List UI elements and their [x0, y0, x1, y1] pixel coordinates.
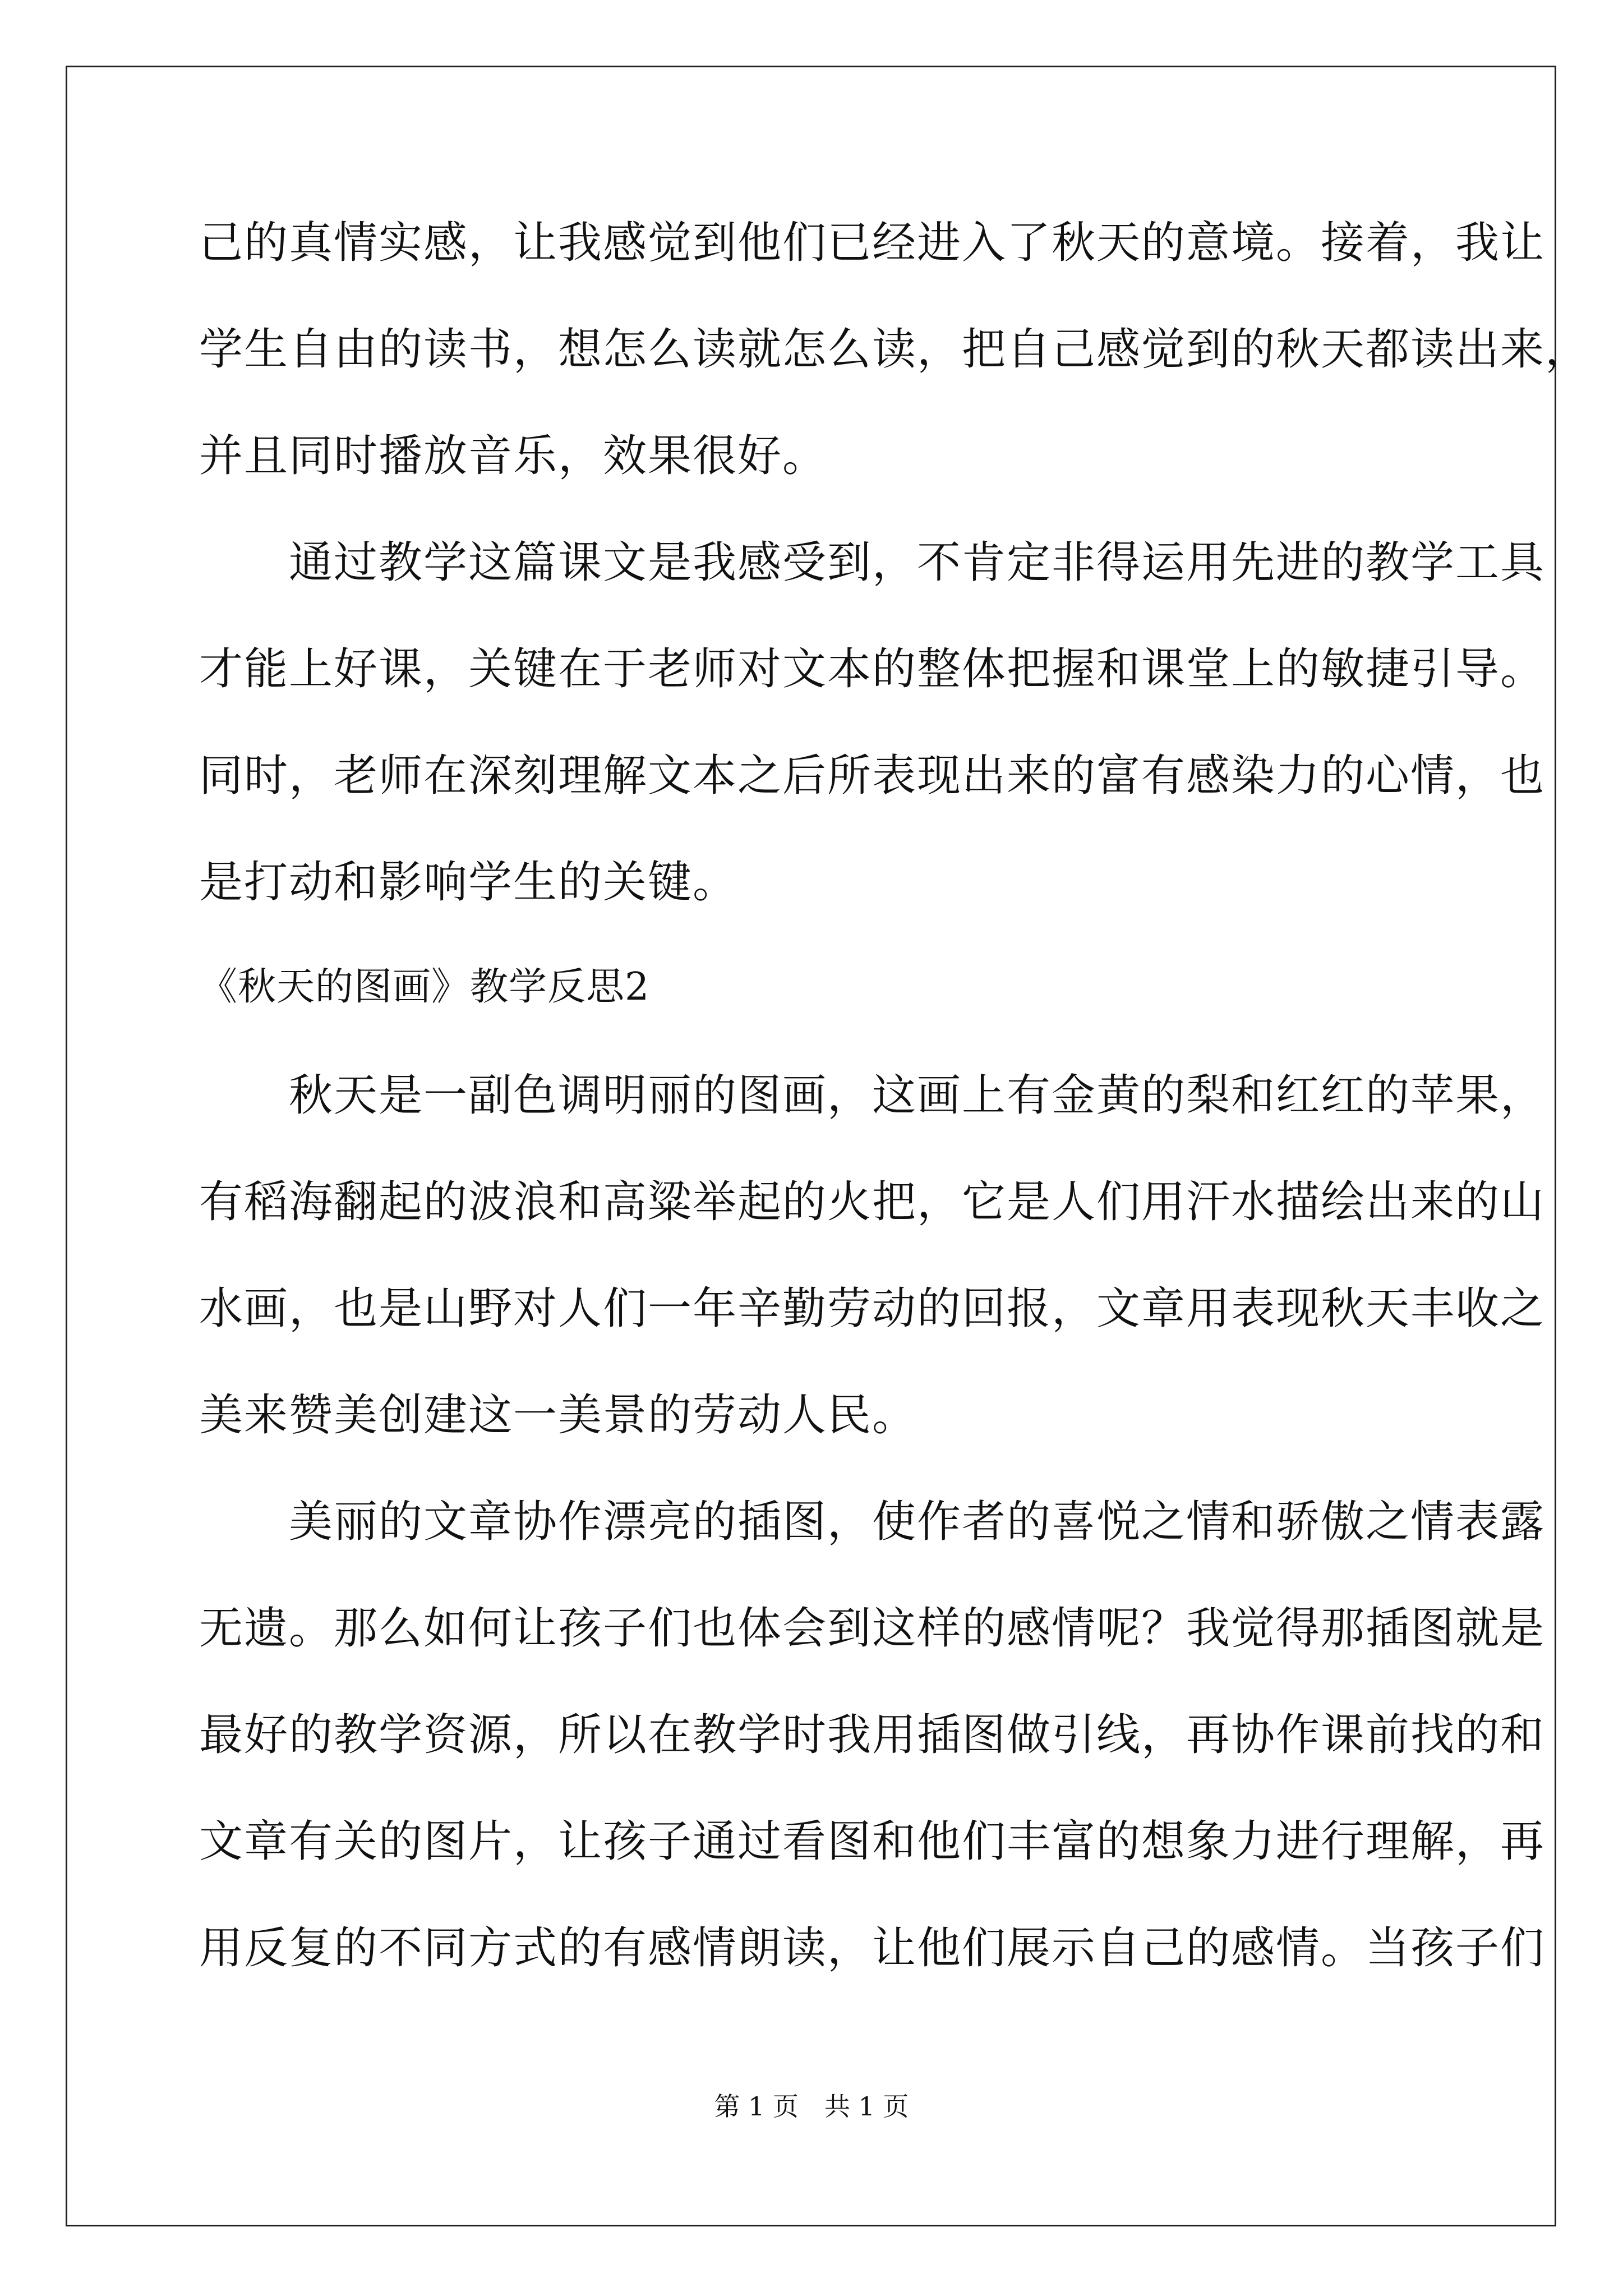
paragraph-line: 学生自由的读书，想怎么读就怎么读，把自己感觉到的秋天都读出来， — [199, 324, 1590, 375]
paragraph-line: 才能上好课，关键在于老师对文本的整体把握和课堂上的敏捷引导。 — [199, 644, 1546, 694]
page-number: 第 1 页 共 1 页 — [714, 2091, 909, 2122]
paragraph-line: 己的真情实感，让我感觉到他们已经进入了秋天的意境。接着，我让 — [199, 218, 1546, 268]
section-heading: 《秋天的图画》教学反思2 — [199, 965, 650, 1009]
paragraph-line: 同时，老师在深刻理解文本之后所表现出来的富有感染力的心情，也 — [199, 751, 1546, 801]
paragraph-line: 通过教学这篇课文是我感受到，不肯定非得运用先进的教学工具 — [199, 537, 1546, 588]
paragraph-line: 无遗。那么如何让孩子们也体会到这样的感情呢？我觉得那插图就是 — [199, 1603, 1546, 1654]
paragraph-line: 美丽的文章协作漂亮的插图，使作者的喜悦之情和骄傲之情表露 — [199, 1497, 1546, 1547]
paragraph-line: 是打动和影响学生的关键。 — [199, 857, 738, 908]
paragraph-line: 水画，也是山野对人们一年辛勤劳动的回报，文章用表现秋天丰收之 — [199, 1283, 1546, 1334]
paragraph-line: 最好的教学资源，所以在教学时我用插图做引线，再协作课前找的和 — [199, 1710, 1546, 1760]
paragraph-line: 秋天是一副色调明丽的图画，这画上有金黄的梨和红红的苹果， — [199, 1070, 1546, 1121]
paragraph-line: 用反复的不同方式的有感情朗读，让他们展示自己的感情。当孩子们 — [199, 1923, 1546, 1973]
paragraph-line: 有稻海翻起的波浪和高粱举起的火把，它是人们用汗水描绘出来的山 — [199, 1177, 1546, 1227]
paragraph-line: 文章有关的图片，让孩子通过看图和他们丰富的想象力进行理解，再 — [199, 1816, 1546, 1867]
page-frame — [66, 66, 1556, 2226]
paragraph-line: 美来赞美创建这一美景的劳动人民。 — [199, 1390, 917, 1441]
paragraph-line: 并且同时播放音乐，效果很好。 — [199, 431, 828, 481]
